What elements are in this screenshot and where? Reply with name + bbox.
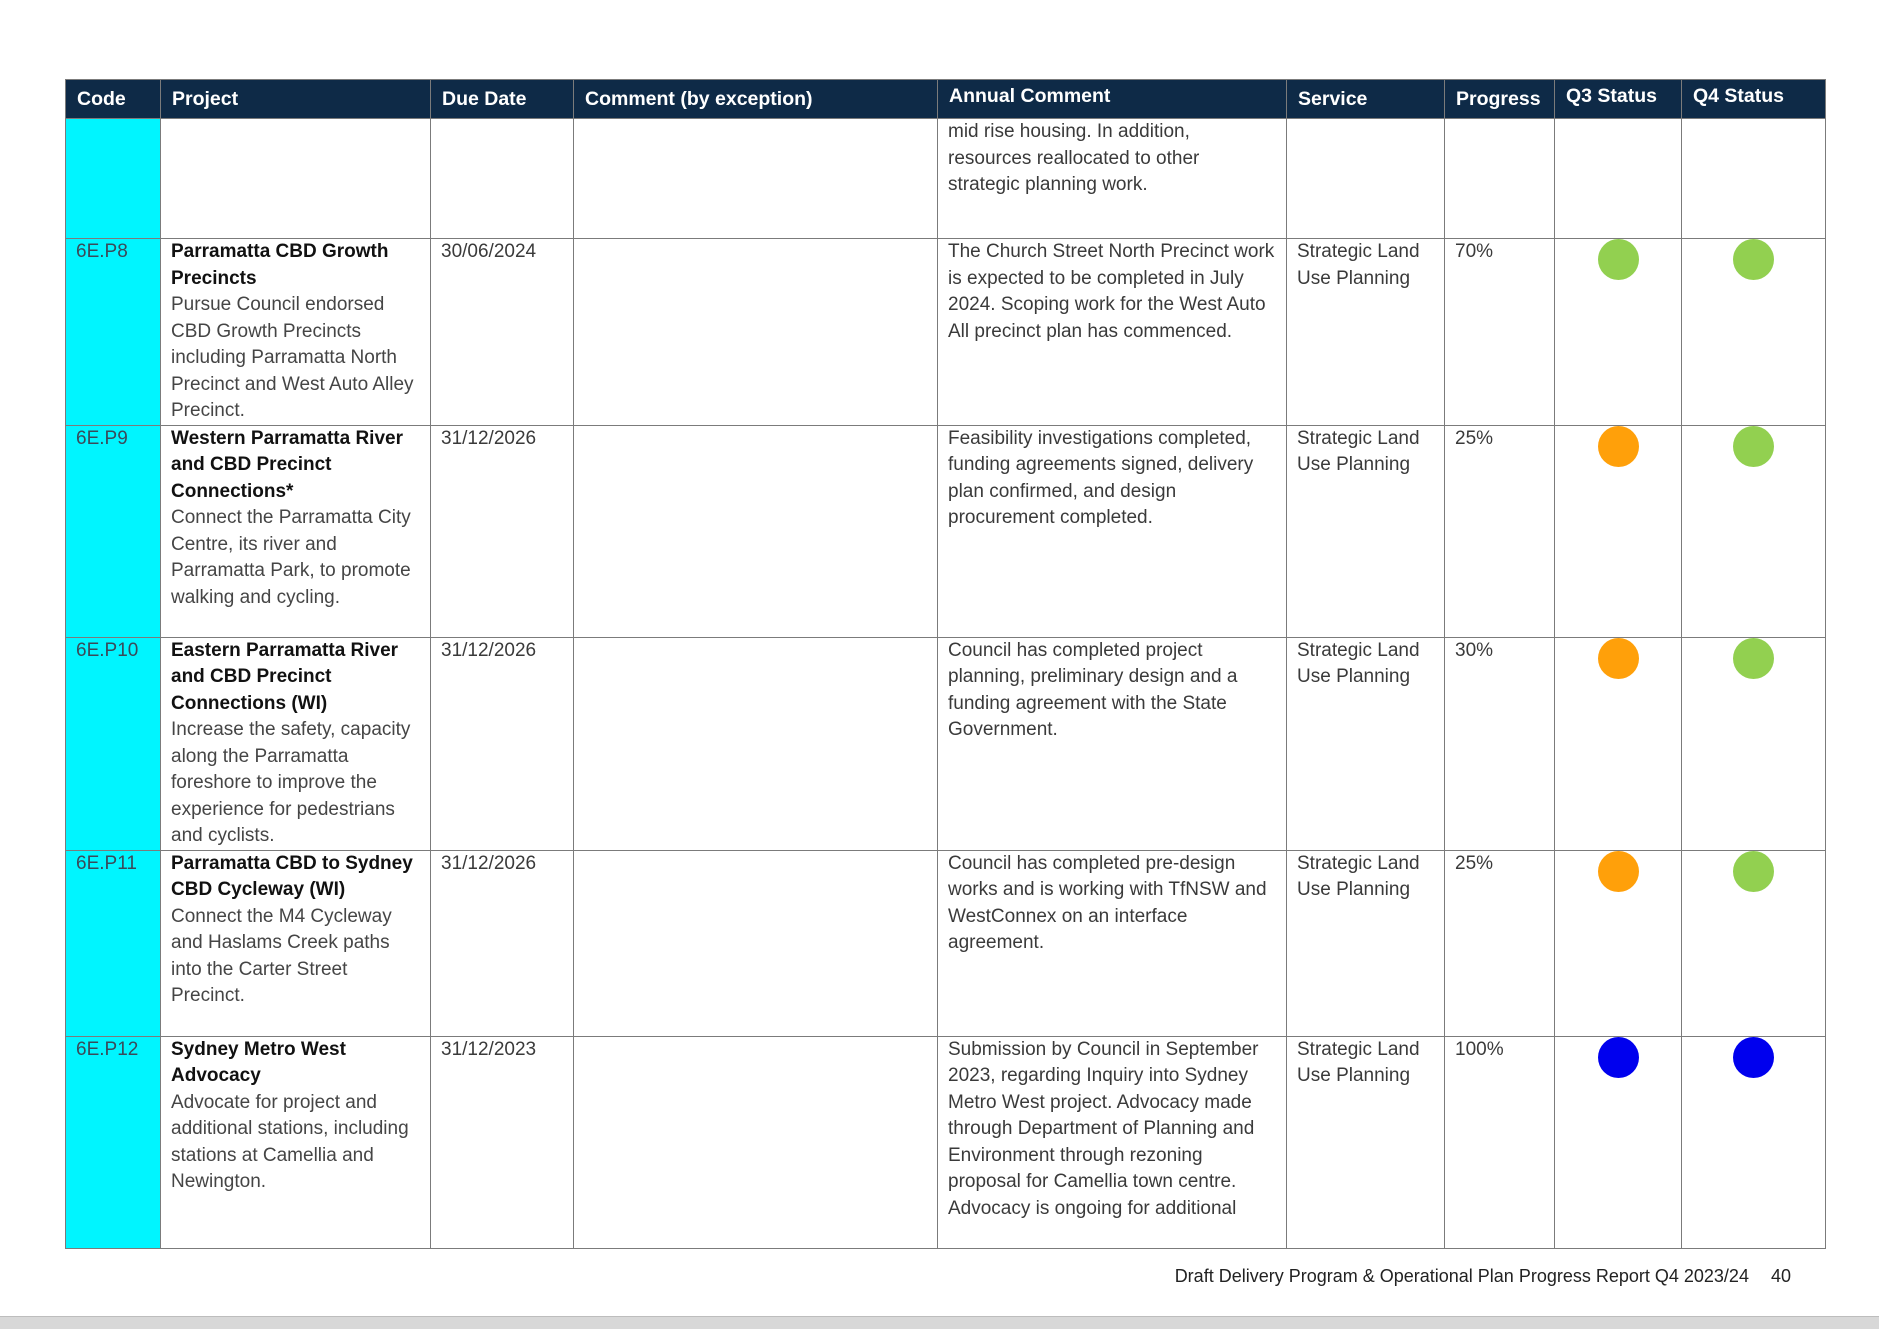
header-due-date: Due Date bbox=[431, 80, 574, 119]
header-progress: Progress bbox=[1445, 80, 1555, 119]
project-title: Eastern Parramatta River and CBD Precinct Connections (WI) bbox=[171, 639, 399, 714]
q4-status-dot bbox=[1733, 426, 1774, 467]
page-bottom-edge bbox=[0, 1316, 1879, 1329]
comment-cell bbox=[574, 425, 938, 637]
progress-cell: 70% bbox=[1445, 239, 1555, 426]
project-description: Increase the safety, capacity along the Parramatta foreshore to improve the experience for pedestrians and cyclists. bbox=[171, 719, 411, 846]
q3-status-dot bbox=[1598, 426, 1639, 467]
comment-cell bbox=[574, 637, 938, 850]
service-cell: Strategic Land Use Planning bbox=[1287, 637, 1445, 850]
due-date-cell: 30/06/2024 bbox=[431, 239, 574, 426]
table-row bbox=[66, 1036, 1826, 1248]
footer-title: Draft Delivery Program & Operational Plan Progress Report Q4 2023/24 bbox=[1174, 1266, 1749, 1286]
q4-status-dot bbox=[1733, 851, 1774, 892]
progress-table bbox=[65, 79, 1826, 1249]
annual-comment-cell: The Church Street North Precinct work is expected to be completed in July 2024. Scoping work for the West Auto All precinct plan has commenced. bbox=[938, 239, 1287, 426]
table-header-row bbox=[66, 80, 1826, 119]
due-date-cell: 31/12/2026 bbox=[431, 850, 574, 1036]
project-description: Connect the M4 Cycleway and Haslams Creek paths into the Carter Street Precinct. bbox=[171, 905, 392, 1006]
project-cell bbox=[161, 119, 431, 239]
code-cell bbox=[66, 119, 161, 239]
q4-status-cell bbox=[1682, 119, 1826, 239]
table-row bbox=[66, 637, 1826, 850]
code-cell: 6E.P9 bbox=[66, 425, 161, 637]
service-cell: Strategic Land Use Planning bbox=[1287, 1036, 1445, 1248]
project-cell bbox=[161, 239, 431, 426]
annual-comment-cell: mid rise housing. In addition, resources reallocated to other strategic planning work. bbox=[938, 119, 1287, 239]
annual-comment-cell: Submission by Council in September 2023, regarding Inquiry into Sydney Metro West project. Advocacy made through Department of Planning and Environment through rezoning proposal for Camellia town centre. Advocacy is ongoing for additional bbox=[938, 1036, 1287, 1248]
q4-status-cell bbox=[1682, 637, 1826, 850]
header-comment: Comment (by exception) bbox=[574, 80, 938, 119]
service-cell: Strategic Land Use Planning bbox=[1287, 239, 1445, 426]
comment-cell bbox=[574, 239, 938, 426]
annual-comment-cell: Council has completed project planning, preliminary design and a funding agreement with the State Government. bbox=[938, 637, 1287, 850]
page-footer bbox=[1175, 1266, 1791, 1287]
due-date-cell: 31/12/2026 bbox=[431, 425, 574, 637]
q4-status-cell bbox=[1682, 850, 1826, 1036]
table-row bbox=[66, 239, 1826, 426]
q3-status-dot bbox=[1598, 239, 1639, 280]
project-description: Connect the Parramatta City Centre, its river and Parramatta Park, to promote walking and cycling. bbox=[171, 507, 411, 608]
q3-status-dot bbox=[1598, 851, 1639, 892]
header-code: Code bbox=[66, 80, 161, 119]
code-cell: 6E.P11 bbox=[66, 850, 161, 1036]
comment-cell bbox=[574, 850, 938, 1036]
project-description: Pursue Council endorsed CBD Growth Precincts including Parramatta North Precinct and West Auto Alley Precinct. bbox=[171, 294, 414, 421]
header-q4-status: Q4 Status bbox=[1682, 80, 1826, 119]
progress-cell: 100% bbox=[1445, 1036, 1555, 1248]
q3-status-cell bbox=[1555, 239, 1682, 426]
q3-status-dot bbox=[1598, 638, 1639, 679]
project-title: Parramatta CBD Growth Precincts bbox=[171, 241, 389, 289]
header-service: Service bbox=[1287, 80, 1445, 119]
due-date-cell: 31/12/2023 bbox=[431, 1036, 574, 1248]
due-date-cell bbox=[431, 119, 574, 239]
service-cell: Strategic Land Use Planning bbox=[1287, 425, 1445, 637]
table-row bbox=[66, 425, 1826, 637]
project-cell bbox=[161, 637, 431, 850]
code-cell: 6E.P12 bbox=[66, 1036, 161, 1248]
q4-status-dot bbox=[1733, 239, 1774, 280]
q3-status-cell bbox=[1555, 119, 1682, 239]
q4-status-cell bbox=[1682, 425, 1826, 637]
header-project: Project bbox=[161, 80, 431, 119]
due-date-cell: 31/12/2026 bbox=[431, 637, 574, 850]
q3-status-cell bbox=[1555, 425, 1682, 637]
progress-cell: 25% bbox=[1445, 850, 1555, 1036]
project-cell bbox=[161, 425, 431, 637]
service-cell bbox=[1287, 119, 1445, 239]
q3-status-cell bbox=[1555, 850, 1682, 1036]
page-number: 40 bbox=[1770, 1266, 1791, 1286]
project-title: Sydney Metro West Advocacy bbox=[171, 1038, 346, 1086]
progress-cell: 25% bbox=[1445, 425, 1555, 637]
service-cell: Strategic Land Use Planning bbox=[1287, 850, 1445, 1036]
comment-cell bbox=[574, 119, 938, 239]
project-title: Parramatta CBD to Sydney CBD Cycleway (WI) bbox=[171, 852, 413, 900]
header-annual-comment: Annual Comment bbox=[938, 80, 1287, 119]
code-cell: 6E.P10 bbox=[66, 637, 161, 850]
project-title: Western Parramatta River and CBD Precinct Connections* bbox=[171, 427, 403, 502]
header-q3-status: Q3 Status bbox=[1555, 80, 1682, 119]
progress-cell bbox=[1445, 119, 1555, 239]
q3-status-dot bbox=[1598, 1037, 1639, 1078]
code-cell: 6E.P8 bbox=[66, 239, 161, 426]
annual-comment-cell: Feasibility investigations completed, funding agreements signed, delivery plan confirmed, and design procurement completed. bbox=[938, 425, 1287, 637]
q4-status-dot bbox=[1733, 638, 1774, 679]
project-description: Advocate for project and additional stations, including stations at Camellia and Newington. bbox=[171, 1091, 409, 1192]
q3-status-cell bbox=[1555, 1036, 1682, 1248]
q4-status-cell bbox=[1682, 1036, 1826, 1248]
project-cell bbox=[161, 1036, 431, 1248]
q4-status-cell bbox=[1682, 239, 1826, 426]
annual-comment-cell: Council has completed pre-design works and is working with TfNSW and WestConnex on an interface agreement. bbox=[938, 850, 1287, 1036]
q4-status-dot bbox=[1733, 1037, 1774, 1078]
table-row bbox=[66, 850, 1826, 1036]
q3-status-cell bbox=[1555, 637, 1682, 850]
progress-cell: 30% bbox=[1445, 637, 1555, 850]
table-row-continued bbox=[66, 119, 1826, 239]
project-cell bbox=[161, 850, 431, 1036]
comment-cell bbox=[574, 1036, 938, 1248]
